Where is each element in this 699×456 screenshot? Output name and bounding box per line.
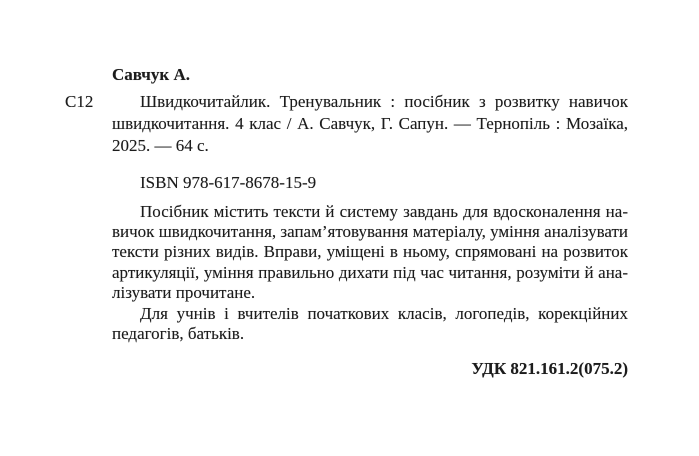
bib-description-line-3: 2025. — 64 с. [112, 136, 209, 155]
annotation-line-5: лізувати прочитане. [112, 283, 256, 302]
annotation-line-1: Посібник містить тексти й систему завдань для вдосконалення на- [140, 202, 628, 221]
isbn-line: ISBN 978-617-8678-15-9 [140, 173, 317, 192]
bib-description-line-2: швидкочитання. 4 клас / А. Савчук, Г. Сапун. — Тернопіль : Мозаїка, [112, 114, 628, 133]
audience-line-2: педагогів, батьків. [112, 324, 245, 343]
audience-line-1: Для учнів і вчителів початкових класів, логопедів, корекційних [140, 304, 628, 323]
bib-description-line-1: Швидкочитайлик. Тренувальник : посібник з розвитку навичок [140, 92, 628, 111]
author-heading: Савчук А. [112, 65, 190, 84]
author-mark: С12 [65, 92, 94, 111]
annotation-line-3: тексти різних видів. Вправи, уміщені в ньому, спрямовані на розвиток [112, 242, 628, 261]
annotation-line-2: вичок швидкочитання, запам’ятовування матеріалу, уміння аналізувати [112, 222, 628, 241]
annotation-line-4: артикуляції, уміння правильно дихати під час читання, розуміти й ана- [112, 263, 628, 282]
udc-code: УДК 821.161.2(075.2) [471, 359, 628, 378]
